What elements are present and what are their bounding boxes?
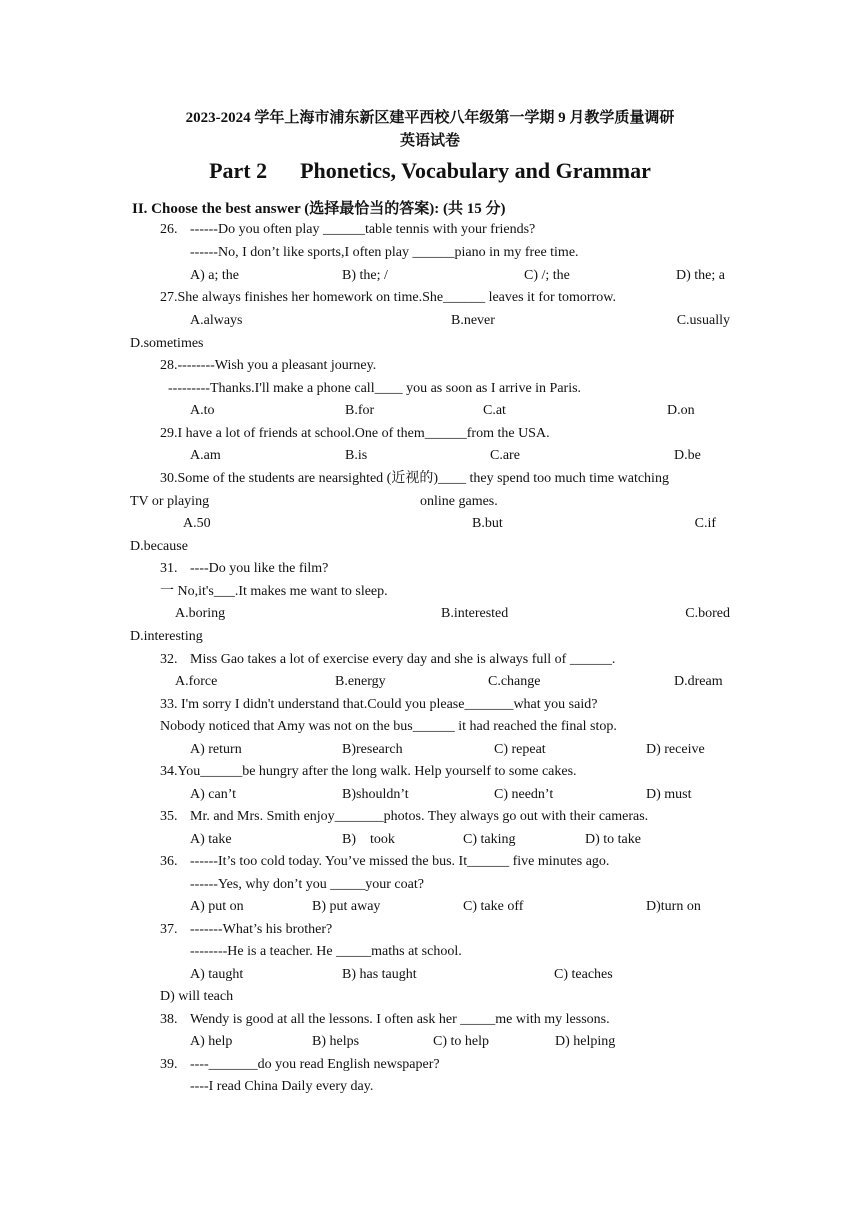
question-number: 31.: [160, 561, 178, 576]
question-line: ----Do you like the film?: [190, 561, 329, 576]
option-c: C) needn’t: [494, 787, 554, 802]
question-line: ------It’s too cold today. You’ve missed the bus. It______ five minutes ago.: [190, 854, 610, 869]
question-line: -------What’s his brother?: [190, 922, 333, 937]
option-a: A) a; the: [190, 268, 239, 283]
question-number: 32.: [160, 652, 178, 667]
option-a: A.always: [190, 313, 243, 328]
option-b: B.never: [451, 313, 495, 328]
option-c: C.usually: [676, 313, 730, 328]
option-d: D.sometimes: [130, 336, 204, 351]
option-b: B) the; /: [342, 268, 388, 283]
question-line: ------No, I don’t like sports,I often play ______piano in my free time.: [190, 245, 579, 260]
option-d: D.interesting: [130, 629, 203, 644]
option-d: D) the; a: [676, 268, 725, 283]
option-c: C) taking: [463, 832, 516, 847]
option-b: B.energy: [335, 674, 386, 689]
question-line: 一 No,it's___.It makes me want to sleep.: [160, 584, 388, 599]
option-b: B)research: [342, 742, 403, 757]
question-line: 27.She always finishes her homework on time.She______ leaves it for tomorrow.: [160, 290, 616, 305]
option-b: B) put away: [312, 899, 381, 914]
question-number: 39.: [160, 1057, 178, 1072]
option-a: A) take: [190, 832, 232, 847]
question-line: --------He is a teacher. He _____maths at school.: [190, 944, 462, 959]
option-d: D.dream: [674, 674, 723, 689]
question-line: 30.Some of the students are nearsighted (近视的)____ they spend too much time watching: [160, 471, 669, 486]
option-c: C) repeat: [494, 742, 546, 757]
option-d: D)turn on: [646, 899, 701, 914]
question-line: Miss Gao takes a lot of exercise every day and she is always full of ______.: [190, 652, 616, 667]
option-b: B.for: [345, 403, 375, 418]
option-d: D) to take: [585, 832, 641, 847]
option-c: C) to help: [433, 1034, 489, 1049]
question-number: 35.: [160, 809, 178, 824]
part-heading: Part 2 Phonetics, Vocabulary and Grammar: [209, 158, 651, 183]
question-line: ---------Thanks.I'll make a phone call____ you as soon as I arrive in Paris.: [168, 381, 582, 396]
option-a: A) taught: [190, 967, 244, 982]
option-a: A) help: [190, 1034, 233, 1049]
question-number: 36.: [160, 854, 178, 869]
question-line: 34.You______be hungry after the long walk. Help yourself to some cakes.: [160, 764, 577, 779]
option-c: C.change: [488, 674, 541, 689]
option-b: B) took: [342, 832, 395, 847]
option-c: C.if: [694, 516, 716, 531]
question-line: Wendy is good at all the lessons. I often ask her _____me with my lessons.: [190, 1012, 610, 1027]
option-c: C) take off: [463, 899, 524, 914]
option-c: C.bored: [685, 606, 730, 621]
option-a: A) put on: [190, 899, 244, 914]
question-line: ----I read China Daily every day.: [190, 1079, 374, 1094]
option-d: D) will teach: [160, 989, 234, 1004]
option-c: C) /; the: [524, 268, 570, 283]
exam-title: 2023-2024 学年上海市浦东新区建平西校八年级第一学期 9 月教学质量调研: [185, 110, 675, 126]
option-a: A) can’t: [190, 787, 236, 802]
option-a: A.to: [190, 403, 215, 418]
option-b: B.but: [472, 516, 503, 531]
option-b: B)shouldn’t: [342, 787, 409, 802]
question-line: online games.: [420, 494, 498, 509]
option-d: D) receive: [646, 742, 705, 757]
question-line: Mr. and Mrs. Smith enjoy_______photos. They always go out with their cameras.: [190, 809, 649, 824]
question-number: 37.: [160, 922, 178, 937]
exam-subtitle: 英语试卷: [399, 133, 460, 149]
option-b: B.is: [345, 448, 368, 463]
question-line: ------Yes, why don’t you _____your coat?: [190, 877, 424, 892]
question-line: 29.I have a lot of friends at school.One of them______from the USA.: [160, 426, 550, 441]
option-d: D.because: [130, 539, 188, 554]
question-line: 33. I'm sorry I didn't understand that.Could you please_______what you said?: [160, 697, 598, 712]
option-a: A.force: [175, 674, 218, 689]
question-line: Nobody noticed that Amy was not on the bus______ it had reached the final stop.: [160, 719, 617, 734]
option-c: C.at: [483, 403, 506, 418]
option-a: A.50: [183, 516, 211, 531]
question-line: TV or playing: [130, 494, 210, 509]
option-b: B) has taught: [342, 967, 417, 982]
question-number: 38.: [160, 1012, 178, 1027]
option-b: B) helps: [312, 1034, 360, 1049]
question-line: ----_______do you read English newspaper?: [190, 1057, 440, 1072]
question-number: 26.: [160, 222, 178, 237]
option-a: A.boring: [175, 606, 226, 621]
option-d: D) helping: [555, 1034, 616, 1049]
option-a: A.am: [190, 448, 221, 463]
option-d: D.on: [667, 403, 695, 418]
option-a: A) return: [190, 742, 242, 757]
option-c: C) teaches: [554, 967, 613, 982]
option-b: B.interested: [441, 606, 509, 621]
option-d: D.be: [674, 448, 701, 463]
question-line: 28.--------Wish you a pleasant journey.: [160, 358, 377, 373]
section-heading: II. Choose the best answer (选择最恰当的答案): (共 15 分): [132, 201, 506, 217]
option-c: C.are: [490, 448, 520, 463]
question-line: ------Do you often play ______table tennis with your friends?: [190, 222, 536, 237]
option-d: D) must: [646, 787, 692, 802]
